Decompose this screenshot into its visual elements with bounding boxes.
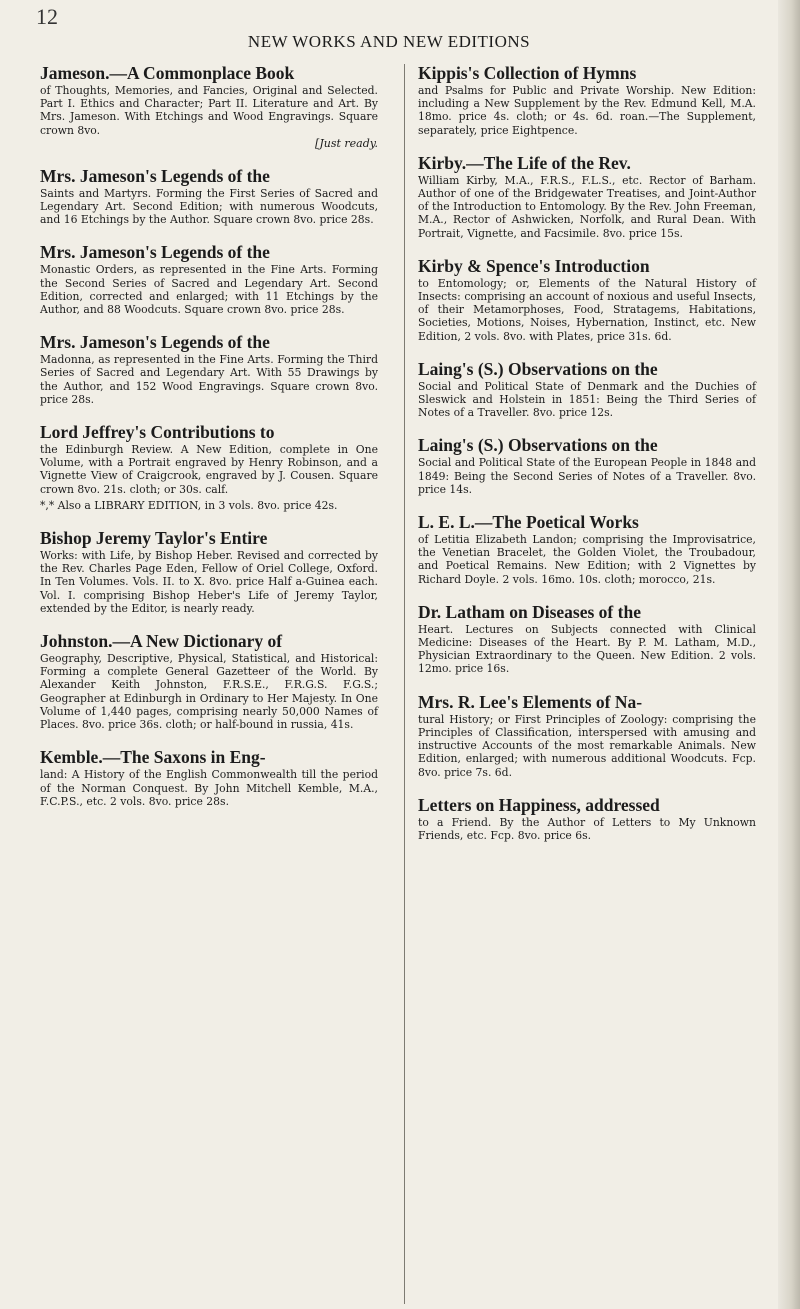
entry-latham — [418, 602, 756, 676]
entry-body: William Kirby, M.A., F.R.S., F.L.S., etc. Rector of Barham. Author of one of the Bridgewater Treatises, and Joint-Author of the Introduction to Entomology. By the Rev. John Freeman, M.A., Rector of Ashwicken, Norfolk, and Rural Dean. With Portrait, Vignette, and Facsimile. 8vo. price 15s. — [418, 173, 756, 240]
entry-title: Kirby & Spence's Introduction — [418, 255, 650, 276]
entry-lee — [418, 692, 756, 779]
right-column — [418, 63, 756, 1309]
entry-title: Johnston.—A New Dictionary of — [40, 631, 283, 652]
entry-laing-denmark — [418, 359, 756, 420]
entry-kippis — [418, 63, 756, 137]
entry-title: Laing's (S.) Observations on the — [418, 358, 658, 379]
entry-johnston — [40, 631, 378, 731]
entry-title: L. E. L.—The Poetical Works — [418, 512, 639, 533]
entry-letters-happiness — [418, 795, 756, 842]
entry-body: tural History; or First Principles of Zoology: comprising the Principles of Classification, interspersed with amusing and instructive Accounts of the most remarkable Animals. New Edition, enlarged; with numerous additional Woodcuts. Fcp. 8vo. price 7s. 6d. — [418, 712, 756, 779]
page-number: 12 — [36, 4, 58, 29]
entry-body: to Entomology; or, Elements of the Natural History of Insects: comprising an account of noxious and useful Insects, of their Metamorphoses, Food, Stratagems, Habitations, Societies, Motions, Noises, Hybernation, Instinct, etc. New Edition, 2 vols. 8vo. with Plates, price 31s. 6d. — [418, 276, 756, 343]
entry-title: Mrs. R. Lee's Elements of Na- — [418, 691, 643, 712]
entry-title: Mrs. Jameson's Legends of the — [40, 165, 270, 186]
entry-jeffrey — [40, 422, 378, 512]
entry-title: Mrs. Jameson's Legends of the — [40, 242, 270, 263]
entry-jameson-saints — [40, 166, 378, 227]
entry-title: Lord Jeffrey's Contributions to — [40, 422, 275, 443]
entry-body: Social and Political State of the European People in 1848 and 1849: Being the Second Series of Notes of a Traveller. 8vo. price 14s. — [418, 456, 756, 496]
entry-title: Dr. Latham on Diseases of the — [418, 601, 641, 622]
entry-kemble — [40, 747, 378, 808]
entry-body: the Edinburgh Review. A New Edition, complete in One Volume, with a Portrait engraved by Henry Robinson, and a Vignette View of Craigcrook, engraved by J. Cousen. Square crown 8vo. 21s. cloth; or 30s. calf. — [40, 443, 378, 496]
entry-body: of Thoughts, Memories, and Fancies, Original and Selected. Part I. Ethics and Character; Part II. Literature and Art. By Mrs. Jameson. With Etchings and Wood Engravings. Square crown 8vo. — [40, 84, 378, 137]
entry-body: Works: with Life, by Bishop Heber. Revised and corrected by the Rev. Charles Page Eden, Fellow of Oriel College, Oxford. In Ten Volumes. Vols. II. to X. 8vo. price Half a-Guinea each. Vol. I. comprising Bishop Heber's Life of Jeremy Taylor, extended by the Editor, is nearly ready. — [40, 549, 378, 615]
entry-body: to a Friend. By the Author of Letters to My Unknown Friends, etc. Fcp. 8vo. price 6s. — [418, 815, 756, 842]
entry-body: and Psalms for Public and Private Worship. New Edition: including a New Supplement by the Rev. Edmund Kell, M.A. 18mo. price 4s. cloth; or 4s. 6d. roan.—The Supplement, separately, price Eightpence. — [418, 84, 756, 137]
left-column — [40, 63, 378, 1309]
entry-title: Letters on Happiness, addressed — [418, 794, 660, 815]
entry-title: Mrs. Jameson's Legends of the — [40, 332, 270, 353]
entry-body: Monastic Orders, as represented in the Fine Arts. Forming the Second Series of Sacred and Legendary Art. Second Edition, corrected and enlarged; with 11 Etchings by the Author, and 88 Woodcuts. Square crown 8vo. price 28s. — [40, 263, 378, 317]
entry-title: Kemble.—The Saxons in Eng- — [40, 747, 266, 768]
entry-status: [Just ready. — [315, 136, 378, 150]
entry-body: Heart. Lectures on Subjects connected with Clinical Medicine: Diseases of the Heart. By P. M. Latham, M.D., Physician Extraordinary to the Queen. New Edition. 2 vols. 12mo. price 16s. — [418, 622, 756, 676]
entry-body: Social and Political State of Denmark and the Duchies of Sleswick and Holstein in 1851: Being the Third Series of Notes of a Traveller. 8vo. price 12s. — [418, 379, 756, 420]
entry-jameson-monastic — [40, 242, 378, 316]
entry-laing-europe — [418, 435, 756, 496]
entry-lel — [418, 512, 756, 586]
entry-body: land: A History of the English Commonwealth till the period of the Norman Conquest. By John Mitchell Kemble, M.A., F.C.P.S., etc. 2 vols. 8vo. price 28s. — [40, 768, 378, 808]
entry-kirby-life — [418, 153, 756, 240]
entry-body: of Letitia Elizabeth Landon; comprising the Improvisatrice, the Venetian Bracelet, the Golden Violet, the Troubadour, and Poetical Remains. New Edition; with 2 Vignettes by Richard Doyle. 2 vols. 16mo. 10s. cloth; morocco, 21s. — [418, 533, 756, 586]
entry-body: Geography, Descriptive, Physical, Statistical, and Historical: Forming a complete General Gazetteer of the World. By Alexander Keith Johnston, F.R.S.E., F.R.G.S. F.G.S.; Geographer at Edinburgh in Ordinary to Her Majesty. In One Volume of 1,440 pages, comprising nearly 50,000 Names of Places. 8vo. price 36s. cloth; or half-bound in russia, 41s. — [40, 652, 378, 732]
entry-kirby-spence — [418, 256, 756, 343]
entry-jameson-madonna — [40, 332, 378, 406]
entry-body: Madonna, as represented in the Fine Arts. Forming the Third Series of Sacred and Legendary Art. With 55 Drawings by the Author, and 152 Wood Engravings. Square crown 8vo. price 28s. — [40, 353, 378, 406]
entry-note: *,* Also a LIBRARY EDITION, in 3 vols. 8vo. price 42s. — [40, 498, 338, 512]
entry-title: Bishop Jeremy Taylor's Entire — [40, 528, 268, 549]
entry-title: Kirby.—The Life of the Rev. — [418, 152, 631, 173]
entry-title: Kippis's Collection of Hymns — [418, 63, 637, 83]
column-divider — [404, 64, 405, 1304]
entry-title: Jameson.—A Commonplace Book — [40, 63, 295, 83]
entry-taylor — [40, 528, 378, 615]
entry-title: Laing's (S.) Observations on the — [418, 435, 658, 456]
entry-jameson-commonplace — [40, 63, 378, 150]
entry-body: Saints and Martyrs. Forming the First Series of Sacred and Legendary Art. Second Edition; with numerous Woodcuts, and 16 Etchings by the Author. Square crown 8vo. price 28s. — [40, 186, 378, 227]
running-head: NEW WORKS AND NEW EDITIONS — [247, 32, 531, 51]
page-edge — [778, 0, 800, 1309]
